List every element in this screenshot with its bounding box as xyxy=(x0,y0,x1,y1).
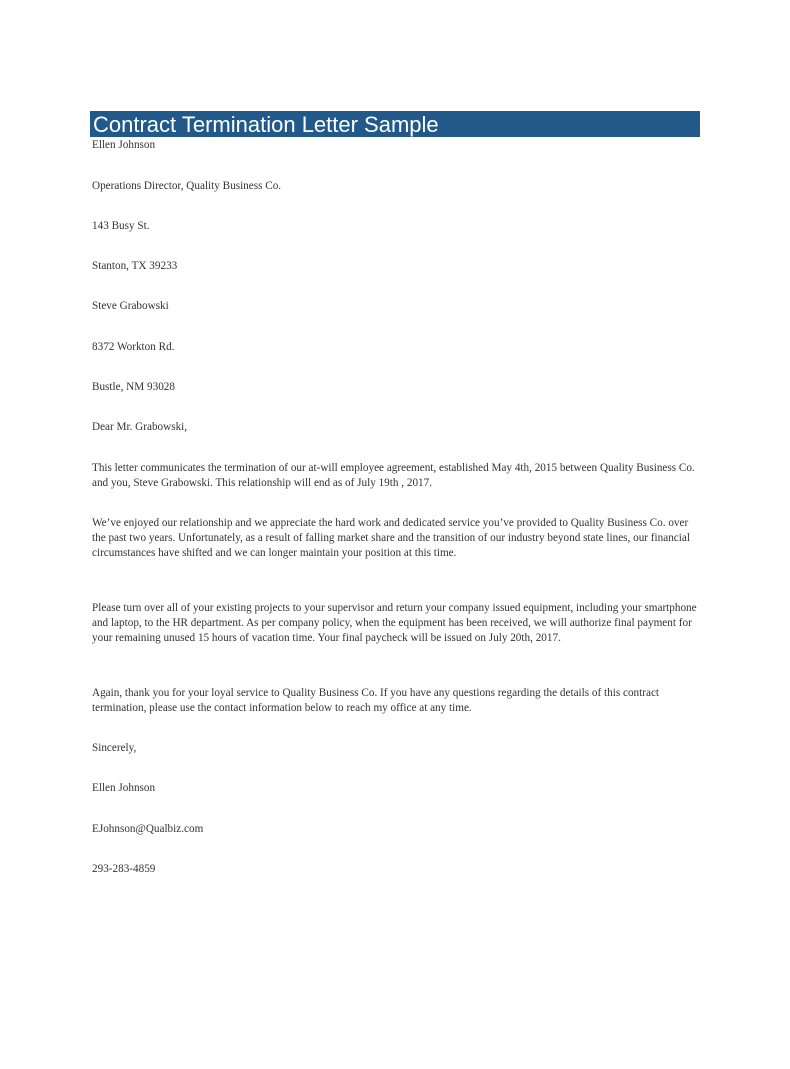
sender-city-state-zip: Stanton, TX 39233 xyxy=(92,260,178,272)
recipient-street: 8372 Workton Rd. xyxy=(92,341,175,353)
recipient-name: Steve Grabowski xyxy=(92,300,169,312)
signature-name: Ellen Johnson xyxy=(92,782,156,794)
sender-street: 143 Busy St. xyxy=(92,220,150,232)
document-title: Contract Termination Letter Sample xyxy=(90,111,700,137)
recipient-city-state-zip: Bustle, NM 93028 xyxy=(92,381,175,393)
body-paragraph-3: Please turn over all of your existing projects to your supervisor and return your company issued equipment, including your smartphone and laptop, to the HR department. As per company policy, when the equipment has been received, we will authorize final payment for your remaining unused 15 hours of vacation time. Your final paycheck will be issued on July 20th, 2017. xyxy=(92,602,697,644)
body-paragraph-1: This letter communicates the termination of our at-will employee agreement, established May 4th, 2015 between Quality Business Co. and you, Steve Grabowski. This relationship will end as of July 19th , 2017. xyxy=(92,462,695,489)
signature-phone: 293-283-4859 xyxy=(92,863,156,875)
closing: Sincerely, xyxy=(92,742,137,754)
signature-email: EJohnson@Qualbiz.com xyxy=(92,823,204,835)
sender-name: Ellen Johnson xyxy=(92,139,156,151)
body-paragraph-4: Again, thank you for your loyal service to Quality Business Co. If you have any questions regarding the details of this contract termination, please use the contact information below to reach my office at any time. xyxy=(92,687,660,714)
sender-title-company: Operations Director, Quality Business Co. xyxy=(92,180,282,192)
salutation: Dear Mr. Grabowski, xyxy=(92,421,188,433)
body-paragraph-2: We’ve enjoyed our relationship and we appreciate the hard work and dedicated service you’ve provided to Quality Business Co. over the past two years. Unfortunately, as a result of falling market share and the transition of our industry beyond state lines, our financial circumstances have shifted and we can longer maintain your position at this time. xyxy=(92,517,690,559)
